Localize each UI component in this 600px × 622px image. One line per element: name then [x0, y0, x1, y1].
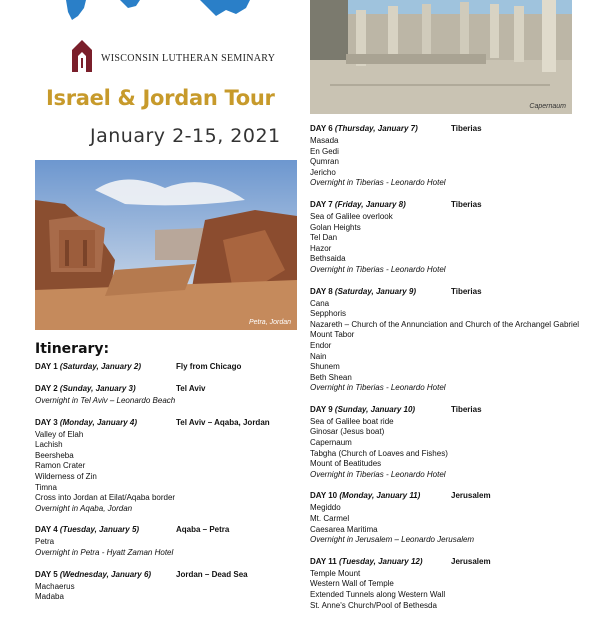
- overnight-note: Overnight in Jerusalem – Leonardo Jerusalem: [310, 535, 475, 545]
- itinerary-stop: Caesarea Maritima: [310, 524, 378, 534]
- itinerary-stop: Temple Mount: [310, 568, 361, 578]
- itinerary-stop: Hazor: [310, 243, 332, 253]
- itinerary-day: [310, 405, 595, 481]
- itinerary-stop: Jericho: [310, 167, 336, 177]
- itinerary-stop: Capernaum: [310, 438, 352, 448]
- itinerary-stop: Sea of Galilee boat ride: [310, 416, 394, 426]
- day-date: (Saturday, January 2): [59, 362, 141, 371]
- capernaum-caption: Capernaum: [529, 103, 566, 110]
- itinerary-stop: Tabgha (Church of Loaves and Fishes): [310, 448, 448, 458]
- itinerary-stop: Bethsaida: [310, 254, 346, 264]
- day-location: Jordan – Dead Sea: [176, 569, 248, 579]
- itinerary-day: [35, 570, 300, 603]
- itinerary-stop: Madaba: [35, 592, 64, 602]
- itinerary-stop: St. Anne's Church/Pool of Bethesda: [310, 600, 437, 610]
- day-heading: [310, 405, 595, 416]
- itinerary-day: [310, 287, 595, 394]
- day-date: (Monday, January 11): [339, 491, 421, 501]
- itinerary-day: [310, 491, 595, 545]
- day-label: DAY 5: [35, 569, 58, 579]
- itinerary-stop: Beth Shean: [310, 372, 352, 382]
- itinerary-stop: Machaerus: [35, 581, 75, 591]
- day-label: DAY 11: [310, 556, 337, 566]
- overnight-note: Overnight in Tel Aviv – Leonardo Beach: [35, 396, 176, 405]
- day-location: Tiberias: [451, 124, 482, 133]
- day-label: DAY 8: [310, 286, 333, 296]
- day-date: (Thursday, January 7): [334, 124, 418, 133]
- day-heading: [310, 287, 595, 298]
- day-label: DAY 6: [310, 124, 333, 133]
- tour-title: Israel & Jordan Tour: [46, 86, 275, 110]
- itinerary-stop: Golan Heights: [310, 222, 361, 232]
- day-date: (Wednesday, January 6): [59, 569, 152, 579]
- itinerary-day: [310, 557, 595, 611]
- day-date: (Tuesday, January 5): [59, 525, 140, 535]
- day-date: (Monday, January 4): [59, 417, 137, 427]
- day-location: Tiberias: [451, 286, 482, 296]
- map-graphic: [60, 0, 250, 24]
- itinerary-stop: Nain: [310, 351, 327, 361]
- overnight-note: Overnight in Tiberias - Leonardo Hotel: [310, 178, 446, 188]
- day-label: DAY 2: [35, 384, 58, 393]
- day-location: Tiberias: [451, 199, 482, 209]
- seminary-name: WISCONSIN LUTHERAN SEMINARY: [101, 53, 276, 64]
- itinerary-stop: Extended Tunnels along Western Wall: [310, 590, 446, 599]
- itinerary-stop: Shunem: [310, 362, 340, 372]
- itinerary-left-column: [35, 362, 300, 614]
- itinerary-day: [310, 124, 595, 189]
- itinerary-stop: Wilderness of Zin: [35, 471, 97, 481]
- itinerary-day: [35, 362, 300, 373]
- itinerary-stop: Nazareth – Church of the Annunciation and Church of the Archangel Gabriel: [310, 319, 580, 329]
- day-date: (Tuesday, January 12): [338, 556, 423, 566]
- day-location: Tel Aviv – Aqaba, Jordan: [176, 417, 270, 427]
- day-heading: [35, 418, 300, 429]
- itinerary-stop: Western Wall of Temple: [310, 579, 394, 589]
- day-heading: [310, 557, 595, 568]
- itinerary-stop: Endor: [310, 340, 332, 350]
- overnight-note: Overnight in Tiberias - Leonardo Hotel: [310, 383, 446, 393]
- day-date: (Sunday, January 3): [59, 384, 136, 393]
- itinerary-stop: Masada: [310, 136, 339, 145]
- day-heading: [35, 384, 300, 395]
- overnight-note: Overnight in Tiberias - Leonardo Hotel: [310, 469, 446, 479]
- day-heading: [310, 124, 595, 135]
- itinerary-stop: Mt. Carmel: [310, 514, 350, 524]
- petra-caption: Petra, Jordan: [248, 319, 291, 326]
- itinerary-stop: Mount Tabor: [310, 330, 355, 340]
- day-location: Tel Aviv: [176, 384, 206, 393]
- itinerary-day: [35, 418, 300, 515]
- itinerary-day: [310, 200, 595, 276]
- itinerary-stop: Tel Dan: [310, 233, 338, 243]
- overnight-note: Overnight in Aqaba, Jordan: [35, 503, 133, 513]
- overnight-note: Overnight in Petra - Hyatt Zaman Hotel: [35, 547, 174, 557]
- itinerary-stop: Cross into Jordan at Eilat/Aqaba border: [35, 493, 176, 503]
- day-date: (Saturday, January 9): [334, 286, 416, 296]
- day-heading: [35, 362, 300, 373]
- itinerary-stop: Ramon Crater: [35, 461, 86, 471]
- day-label: DAY 4: [35, 525, 58, 535]
- tour-dates: January 2-15, 2021: [90, 125, 281, 147]
- day-label: DAY 1: [35, 362, 58, 371]
- day-heading: [310, 491, 595, 502]
- petra-photo: [35, 160, 297, 330]
- itinerary-stop: Sea of Galilee overlook: [310, 211, 393, 221]
- itinerary-day: [35, 525, 300, 558]
- day-label: DAY 10: [310, 491, 338, 501]
- day-heading: [310, 200, 595, 211]
- itinerary-right-column: [310, 124, 595, 622]
- itinerary-stop: Megiddo: [310, 503, 341, 513]
- day-location: Jerusalem: [451, 556, 491, 566]
- itinerary-heading: Itinerary:: [35, 341, 110, 357]
- capernaum-photo: [310, 0, 572, 114]
- day-label: DAY 7: [310, 199, 333, 209]
- itinerary-stop: En Gedi: [310, 146, 339, 156]
- itinerary-stop: Mount of Beatitudes: [310, 459, 382, 469]
- day-heading: [35, 570, 300, 581]
- itinerary-stop: Ginosar (Jesus boat): [310, 427, 385, 437]
- itinerary-stop: Timna: [35, 482, 57, 492]
- day-label: DAY 3: [35, 417, 58, 427]
- itinerary-stop: Sepphoris: [310, 309, 347, 319]
- day-date: (Friday, January 8): [334, 199, 406, 209]
- day-location: Fly from Chicago: [176, 362, 242, 371]
- itinerary-stop: Qumran: [310, 157, 339, 167]
- itinerary-stop: Petra: [35, 537, 55, 547]
- day-location: Aqaba – Petra: [176, 525, 230, 535]
- itinerary-stop: Valley of Elah: [35, 429, 84, 439]
- itinerary-day: [35, 384, 300, 407]
- day-date: (Sunday, January 10): [334, 404, 416, 414]
- itinerary-stop: Beersheba: [35, 450, 74, 460]
- day-label: DAY 9: [310, 404, 333, 414]
- day-location: Tiberias: [451, 404, 482, 414]
- itinerary-stop: Lachish: [35, 440, 63, 450]
- seminary-logo: [70, 40, 94, 72]
- day-heading: [35, 525, 300, 536]
- itinerary-stop: Cana: [310, 298, 330, 308]
- overnight-note: Overnight in Tiberias - Leonardo Hotel: [310, 264, 446, 274]
- day-location: Jerusalem: [451, 491, 491, 501]
